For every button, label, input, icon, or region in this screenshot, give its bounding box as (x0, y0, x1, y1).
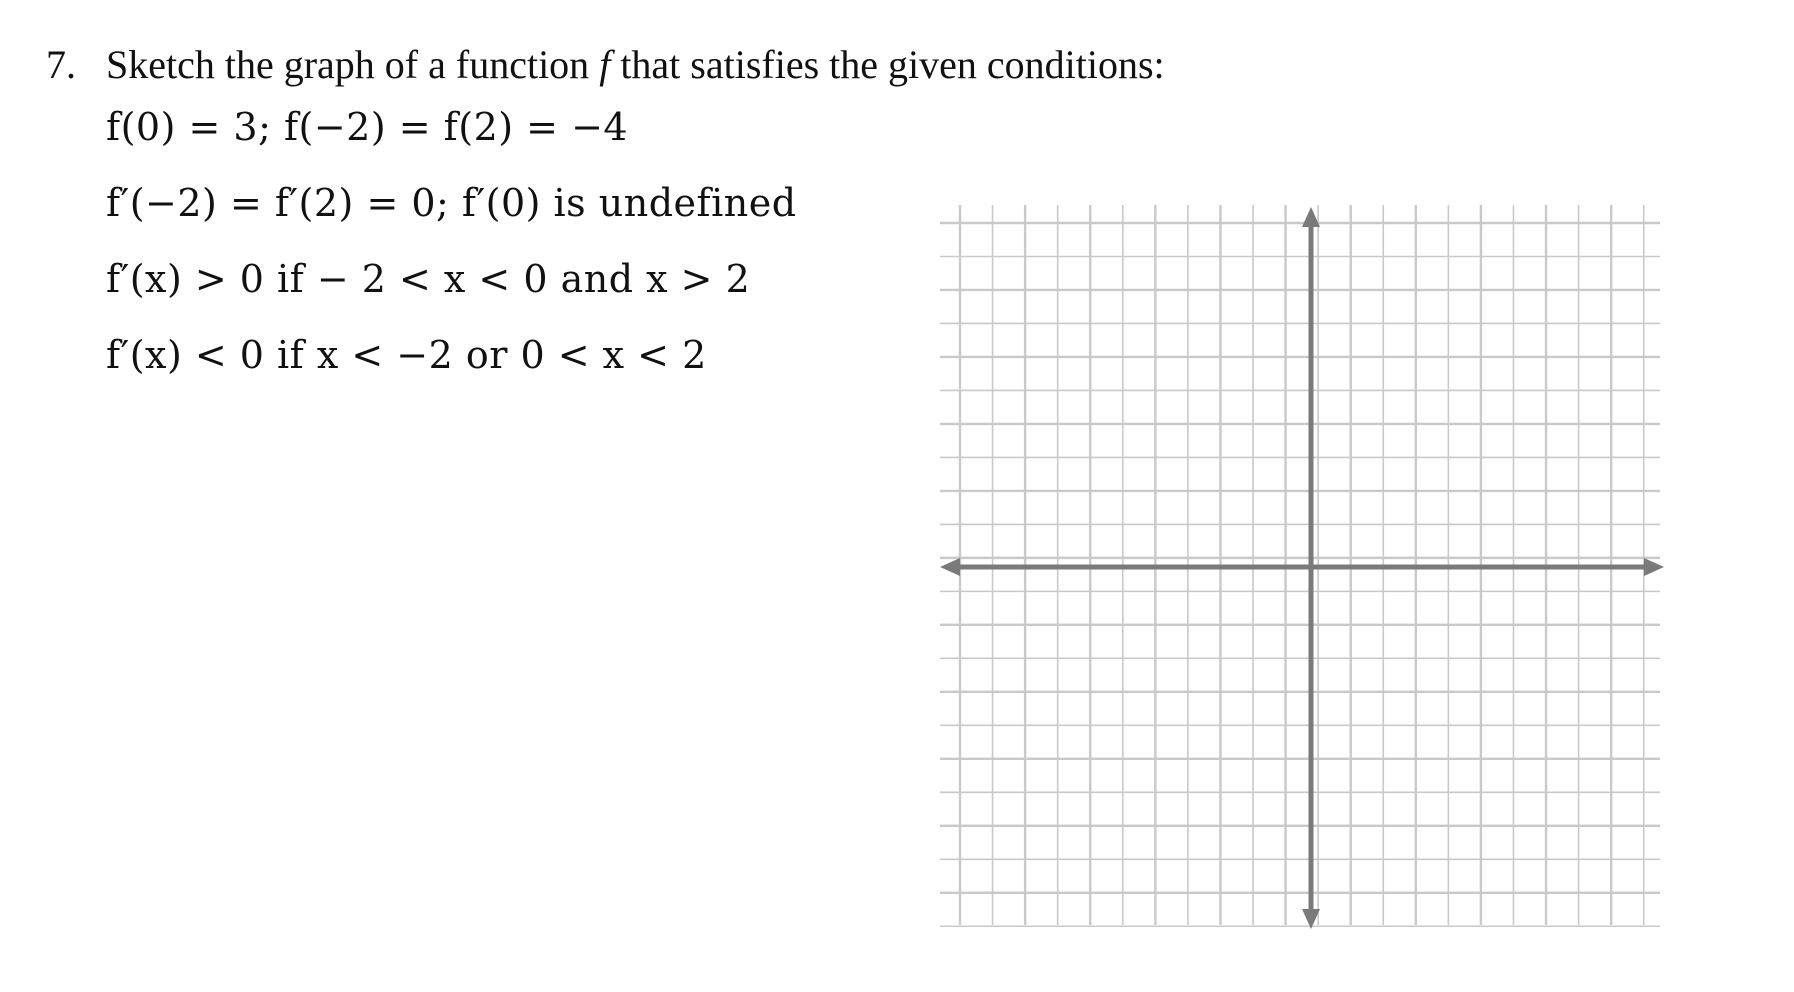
graph-area[interactable] (940, 205, 1680, 955)
question-text-after: that satisfies the given conditions: (620, 42, 1165, 87)
x-axis-left-arrow (940, 558, 960, 576)
y-axis-top-arrow (1302, 207, 1320, 227)
condition-critical-points: f′(−2) = f′(2) = 0; f′(0) is undefined (106, 181, 797, 225)
question-prompt (46, 40, 1165, 90)
condition-function-values: f(0) = 3; f(−2) = f(2) = −4 (106, 105, 629, 149)
question-number: 7. (46, 42, 76, 87)
x-axis-right-arrow (1644, 558, 1664, 576)
condition-decreasing: f′(x) < 0 if x < −2 or 0 < x < 2 (106, 333, 707, 377)
function-symbol: f (599, 42, 611, 87)
coordinate-grid[interactable] (940, 205, 1680, 955)
axes (940, 207, 1664, 929)
question-text-before: Sketch the graph of a function (106, 42, 590, 87)
condition-increasing: f′(x) > 0 if − 2 < x < 0 and x > 2 (106, 257, 751, 301)
